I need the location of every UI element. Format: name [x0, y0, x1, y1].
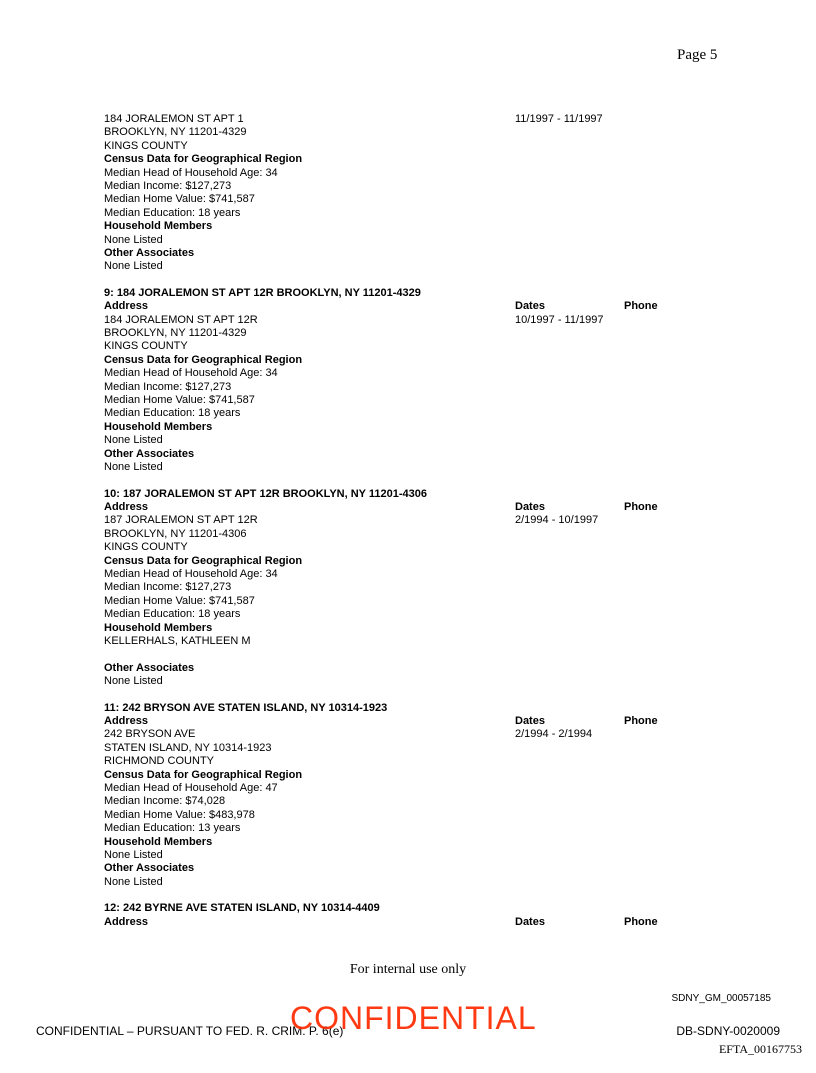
- address-line: 187 JORALEMON ST APT 12R: [104, 514, 258, 527]
- phone-label: Phone: [624, 915, 658, 928]
- census-line: Median Home Value: $483,978: [104, 808, 255, 821]
- associates-label: Other Associates: [104, 447, 195, 460]
- page-number: Page 5: [677, 47, 718, 63]
- address-label: Address: [104, 300, 149, 313]
- census-line: Median Home Value: $741,587: [104, 193, 255, 206]
- address-label: Address: [104, 714, 149, 727]
- record-10: [104, 488, 704, 689]
- census-line: Median Home Value: $741,587: [104, 394, 255, 407]
- dates-value: 10/1997 - 11/1997: [515, 313, 604, 326]
- efta-number: EFTA_00167753: [718, 1042, 802, 1056]
- census-line: Median Head of Household Age: 34: [104, 567, 278, 580]
- dates-label: Dates: [515, 714, 545, 727]
- internal-use-note: For internal use only: [349, 962, 467, 977]
- record-heading: 12: 242 BYRNE AVE STATEN ISLAND, NY 10314-4409: [104, 902, 380, 915]
- household-label: Household Members: [104, 621, 213, 634]
- associates-label: Other Associates: [104, 661, 195, 674]
- record-continued: [104, 113, 704, 274]
- phone-label: Phone: [624, 714, 658, 727]
- census-line: Median Head of Household Age: 34: [104, 367, 278, 380]
- record-heading: 10: 187 JORALEMON ST APT 12R BROOKLYN, NY 11201-4306: [104, 487, 427, 500]
- associates-label: Other Associates: [104, 862, 195, 875]
- address-line: KINGS COUNTY: [104, 340, 188, 353]
- census-label: Census Data for Geographical Region: [104, 768, 303, 781]
- census-label: Census Data for Geographical Region: [104, 353, 303, 366]
- census-line: Median Income: $74,028: [104, 795, 226, 808]
- census-label: Census Data for Geographical Region: [104, 153, 303, 166]
- record-12: [104, 902, 704, 929]
- census-line: Median Income: $127,273: [104, 180, 232, 193]
- address-line: 184 JORALEMON ST APT 1: [104, 113, 244, 125]
- address-line: STATEN ISLAND, NY 10314-1923: [104, 741, 272, 754]
- record-11: [104, 702, 704, 890]
- dates-value: 2/1994 - 2/1994: [515, 728, 593, 741]
- address-line: RICHMOND COUNTY: [104, 755, 214, 768]
- household-value: None Listed: [104, 849, 163, 861]
- dates-value: 2/1994 - 10/1997: [515, 514, 599, 527]
- census-line: Median Head of Household Age: 34: [104, 166, 278, 179]
- address-label: Address: [104, 500, 149, 513]
- dates-label: Dates: [515, 500, 545, 513]
- associates-value: None Listed: [104, 260, 163, 273]
- household-label: Household Members: [104, 420, 213, 433]
- associates-value: None Listed: [104, 675, 163, 688]
- address-line: BROOKLYN, NY 11201-4329: [104, 126, 247, 139]
- address-line: BROOKLYN, NY 11201-4329: [104, 327, 247, 340]
- address-line: KINGS COUNTY: [104, 139, 188, 152]
- dates-label: Dates: [515, 915, 545, 928]
- census-line: Median Income: $127,273: [104, 581, 232, 594]
- confidential-notice: CONFIDENTIAL – PURSUANT TO FED. R. CRIM. P. 6(e): [36, 1024, 344, 1038]
- census-line: Median Income: $127,273: [104, 380, 232, 393]
- confidential-stamp: CONFIDENTIAL: [290, 1000, 537, 1036]
- phone-label: Phone: [624, 500, 658, 513]
- associates-value: None Listed: [104, 875, 163, 888]
- address-label: Address: [104, 915, 149, 928]
- address-line: 184 JORALEMON ST APT 12R: [104, 313, 258, 326]
- address-line: 242 BRYSON AVE: [104, 728, 196, 741]
- household-value: None Listed: [104, 434, 163, 447]
- census-line: Median Education: 18 years: [104, 608, 241, 621]
- record-9: [104, 287, 704, 475]
- bates-number-gm: SDNY_GM_00057185: [671, 993, 771, 1004]
- census-line: Median Education: 13 years: [104, 822, 241, 835]
- household-value: None Listed: [104, 233, 163, 246]
- associates-label: Other Associates: [104, 247, 195, 260]
- record-heading: 11: 242 BRYSON AVE STATEN ISLAND, NY 10314-1923: [104, 701, 388, 714]
- census-line: Median Home Value: $741,587: [104, 594, 255, 607]
- census-line: Median Education: 18 years: [104, 206, 241, 219]
- dates-label: Dates: [515, 300, 545, 313]
- census-line: Median Education: 18 years: [104, 407, 241, 420]
- household-value: KELLERHALS, KATHLEEN M: [104, 634, 251, 647]
- household-label: Household Members: [104, 220, 213, 233]
- records-list: [104, 113, 704, 929]
- address-line: KINGS COUNTY: [104, 541, 188, 554]
- household-label: Household Members: [104, 835, 213, 848]
- record-heading: 9: 184 JORALEMON ST APT 12R BROOKLYN, NY 11201-4329: [104, 286, 421, 299]
- phone-label: Phone: [624, 300, 658, 313]
- address-line: BROOKLYN, NY 11201-4306: [104, 527, 247, 540]
- associates-value: None Listed: [104, 461, 163, 474]
- census-label: Census Data for Geographical Region: [104, 554, 303, 567]
- bates-number-db: DB-SDNY-0020009: [676, 1024, 780, 1038]
- dates-value: 11/1997 - 11/1997: [515, 113, 603, 125]
- census-line: Median Head of Household Age: 47: [104, 781, 278, 794]
